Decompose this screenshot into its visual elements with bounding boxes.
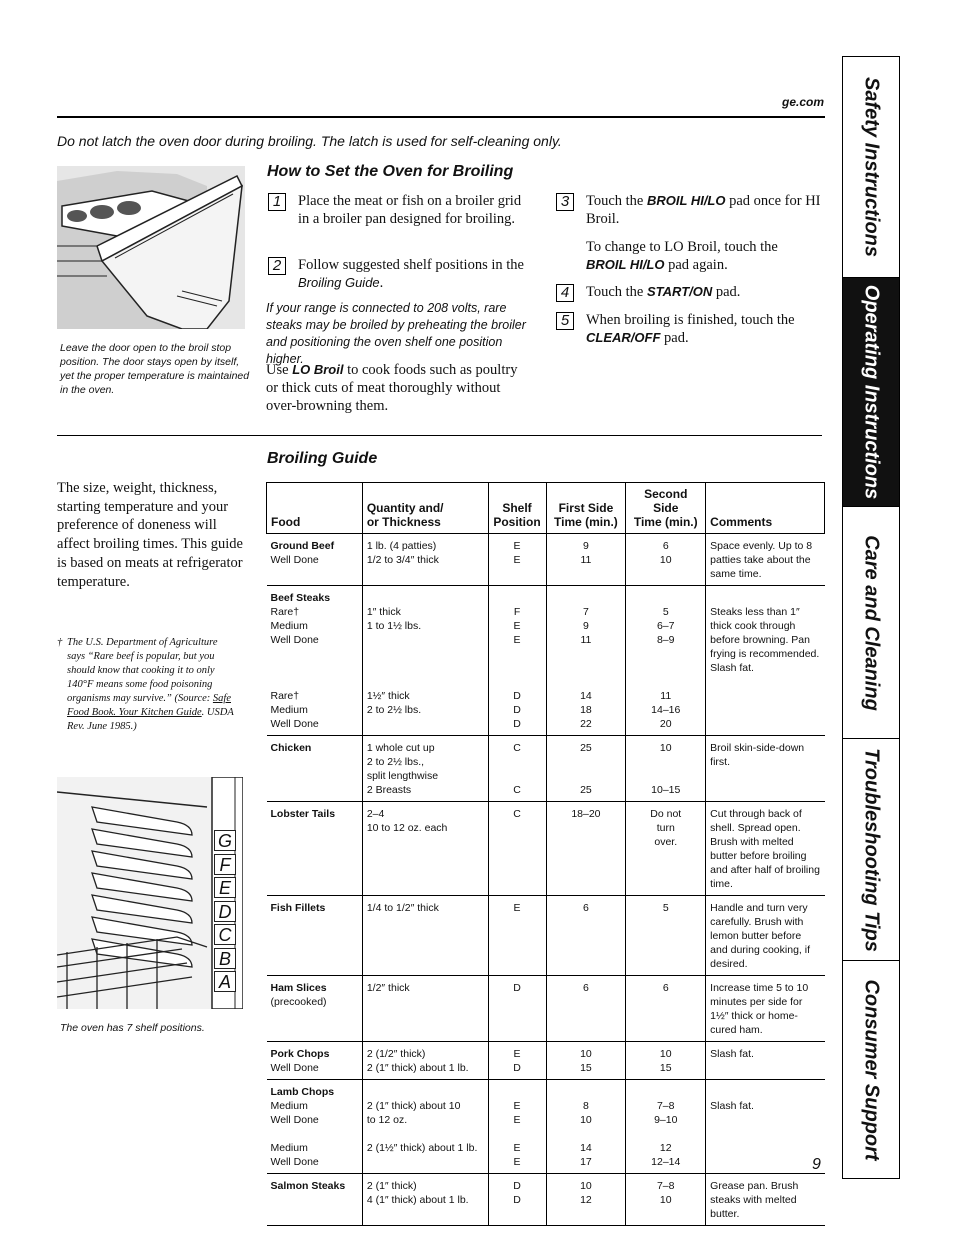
step-5	[556, 311, 821, 347]
step-3-followup: To change to LO Broil, touch the BROIL HI/LO pad again.	[586, 239, 778, 273]
food-name: Pork Chops	[270, 1048, 330, 1060]
usda-source-link[interactable]: Safe Food Book. Your Kitchen Guide	[67, 693, 231, 718]
first-side-cell: 8 10 14 17	[546, 1080, 626, 1174]
header-quantity: Quantity and/ or Thickness	[362, 483, 488, 534]
first-side-cell: 25 25	[546, 736, 626, 802]
food-name: Lamb Chops	[270, 1086, 335, 1098]
quantity-cell: 1″ thick 1 to 1½ lbs. 1½″ thick 2 to 2½ lbs.	[362, 586, 488, 736]
shelf-label-d: D	[214, 901, 236, 922]
broiling-guide-title: Broiling Guide	[267, 450, 378, 467]
table-row	[267, 586, 825, 736]
food-name: Ham Slices	[270, 982, 327, 994]
step-text: Follow suggested shelf positions in the Broiling Guide.	[298, 257, 524, 291]
shelf-cell: E E	[488, 534, 546, 586]
step-text: Touch the START/ON pad.	[586, 284, 741, 300]
quantity-cell: 1 whole cut up 2 to 2½ lbs., split lengthwise 2 Breasts	[362, 736, 488, 802]
shelf-cell: E E E E	[488, 1080, 546, 1174]
lo-broil-text: Use LO Broil to cook foods such as poultry or thick cuts of meat thoroughly without over-browning them.	[266, 362, 518, 414]
first-side-cell: 6	[546, 976, 626, 1042]
quantity-cell: 2 (1″ thick) about 10 to 12 oz. 2 (1½″ thick) about 1 lb.	[362, 1080, 488, 1174]
first-side-cell: 7 9 11 14 18 22	[546, 586, 626, 736]
step-3	[556, 192, 821, 228]
step-2	[268, 256, 533, 292]
tab-label: Operating Instructions	[860, 284, 883, 500]
quantity-cell: 2 (1/2″ thick) 2 (1″ thick) about 1 lb.	[362, 1042, 488, 1080]
quantity-cell: 2–4 10 to 12 oz. each	[362, 802, 488, 896]
comments-cell: Slash fat.	[706, 1042, 825, 1080]
second-side-cell: 6 10	[626, 534, 706, 586]
table-row	[267, 736, 825, 802]
food-cell	[267, 896, 363, 976]
top-rule	[57, 116, 825, 118]
step-text: When broiling is finished, touch the CLEAR/OFF pad.	[586, 312, 795, 346]
tab-label: Care and Cleaning	[860, 534, 883, 711]
food-cell	[267, 586, 363, 736]
second-side-cell: 7–8 9–10 12 12–14	[626, 1080, 706, 1174]
quantity-cell: 1 lb. (4 patties) 1/2 to 3/4″ thick	[362, 534, 488, 586]
tab-label: Safety Instructions	[860, 76, 883, 258]
shelf-cell: C	[488, 802, 546, 896]
step-4	[556, 283, 821, 302]
section-divider	[57, 435, 822, 436]
guide-intro: The size, weight, thickness, starting temperature and your preference of doneness will affect broiling times. This guide is based on meats at refrigerator temperature.	[57, 480, 243, 590]
section-tabs	[842, 56, 900, 1179]
quantity-cell: 2 (1″ thick) 4 (1″ thick) about 1 lb.	[362, 1174, 488, 1226]
shelf-label-e: E	[214, 877, 236, 898]
step-number: 2	[268, 257, 286, 275]
tab-troubleshooting-tips[interactable]	[843, 739, 899, 961]
tab-label: Consumer Support	[860, 978, 883, 1161]
shelf-cell: D	[488, 976, 546, 1042]
first-side-cell: 18–20	[546, 802, 626, 896]
first-side-cell: 10 15	[546, 1042, 626, 1080]
food-doneness: Well Done	[270, 1062, 319, 1074]
food-doneness: Rare† Medium Well Done Rare† Medium Well Done	[270, 606, 319, 730]
usda-footnote	[57, 636, 237, 734]
food-name: Salmon Steaks	[270, 1180, 346, 1192]
tab-consumer-support[interactable]	[843, 961, 899, 1178]
first-side-cell: 6	[546, 896, 626, 976]
table-row	[267, 976, 825, 1042]
second-side-cell: 10 15	[626, 1042, 706, 1080]
food-name: Ground Beef	[270, 540, 335, 552]
shelf-label-a: A	[214, 971, 236, 992]
header-first-side: First Side Time (min.)	[546, 483, 626, 534]
first-side-cell: 10 12	[546, 1174, 626, 1226]
footnote-mark: †	[57, 637, 63, 648]
step-number: 4	[556, 284, 574, 302]
tab-safety-instructions[interactable]	[843, 57, 899, 278]
step-text: Place the meat or fish on a broiler grid in a broiler pan designed for broiling.	[298, 193, 522, 227]
comments-cell: Space evenly. Up to 8 patties take about the same time.	[706, 534, 825, 586]
step-text: Touch the BROIL HI/LO pad once for HI Broil.	[586, 193, 821, 227]
header-second-side: Second Side Time (min.)	[626, 483, 706, 534]
table-row	[267, 896, 825, 976]
second-side-cell: 7–8 10	[626, 1174, 706, 1226]
food-name: Lobster Tails	[270, 808, 336, 820]
shelf-cell: E D	[488, 1042, 546, 1080]
tab-care-and-cleaning[interactable]	[843, 507, 899, 739]
quantity-cell: 1/4 to 1/2″ thick	[362, 896, 488, 976]
voltage-note: If your range is connected to 208 volts, rare steaks may be broiled by preheating the broiler and positioning the oven shelf one position higher.	[266, 301, 526, 366]
how-to-title: How to Set the Oven for Broiling	[267, 163, 514, 180]
quantity-cell: 1/2″ thick	[362, 976, 488, 1042]
food-doneness: Well Done	[270, 554, 319, 566]
second-side-cell: 5 6–7 8–9 11 14–16 20	[626, 586, 706, 736]
header-shelf: Shelf Position	[488, 483, 546, 534]
site-url: ge.com	[781, 95, 824, 109]
shelf-label-b: B	[214, 948, 236, 969]
header-comments: Comments	[706, 483, 825, 534]
second-side-cell: 5	[626, 896, 706, 976]
step-number: 1	[268, 193, 286, 211]
comments-cell: Grease pan. Brush steaks with melted butter.	[706, 1174, 825, 1226]
shelf-cell: D D	[488, 1174, 546, 1226]
table-row	[267, 1042, 825, 1080]
second-side-cell: 6	[626, 976, 706, 1042]
comments-cell: Slash fat.	[706, 1080, 825, 1174]
comments-cell: Cut through back of shell. Spread open. Brush with melted butter before broiling and after half of broiling time.	[706, 802, 825, 896]
first-side-cell: 9 11	[546, 534, 626, 586]
food-doneness: (precooked)	[270, 996, 327, 1008]
table-row	[267, 534, 825, 586]
comments-cell: Broil skin-side-down first.	[706, 736, 825, 802]
comments-cell: Steaks less than 1″ thick cook through before browning. Pan frying is recommended. Slash fat.	[706, 586, 825, 736]
step-number: 3	[556, 193, 574, 211]
page-number: 9	[812, 1156, 821, 1173]
shelf-cell: C C	[488, 736, 546, 802]
food-cell	[267, 976, 363, 1042]
step-number: 5	[556, 312, 574, 330]
food-cell	[267, 802, 363, 896]
shelf-label-f: F	[214, 854, 236, 875]
food-name: Chicken	[270, 742, 312, 754]
table-row	[267, 1174, 825, 1226]
door-caption: Leave the door open to the broil stop position. The door stays open by itself, yet the proper temperature is maintained in the oven.	[60, 342, 250, 396]
food-doneness: Medium Well Done Medium Well Done	[270, 1100, 319, 1168]
footnote-text: The U.S. Department of Agriculture says “Rare beef is popular, but you should know that cooking it to only 140°F means some food poisoning organisms may survive.” (Source: Safe Food Book. Your Kitchen Guide. USDA Rev. June 1985.)	[67, 637, 234, 732]
shelf-cell: E	[488, 896, 546, 976]
food-name: Fish Fillets	[270, 902, 326, 914]
shelf-label-c: C	[214, 924, 236, 945]
shelf-label-g: G	[214, 830, 236, 851]
oven-door-illustration	[57, 166, 245, 329]
tab-label: Troubleshooting Tips	[860, 747, 883, 952]
food-cell	[267, 534, 363, 586]
second-side-cell: 10 10–15	[626, 736, 706, 802]
food-cell	[267, 1042, 363, 1080]
food-name: Beef Steaks	[270, 592, 331, 604]
comments-cell: Handle and turn very carefully. Brush with lemon butter before and during cooking, if desired.	[706, 896, 825, 976]
shelf-cell: F E E D D D	[488, 586, 546, 736]
food-cell	[267, 736, 363, 802]
table-row	[267, 802, 825, 896]
table-row	[267, 1080, 825, 1174]
shelf-position-labels	[214, 830, 236, 992]
header-food: Food	[267, 483, 363, 534]
comments-cell: Increase time 5 to 10 minutes per side for 1½″ thick or home-cured ham.	[706, 976, 825, 1042]
broil-warning: Do not latch the oven door during broiling. The latch is used for self-cleaning only.	[57, 133, 562, 149]
step-1	[268, 192, 533, 228]
second-side-cell: Do not turn over.	[626, 802, 706, 896]
tab-operating-instructions[interactable]	[843, 278, 899, 507]
shelf-caption: The oven has 7 shelf positions.	[60, 1022, 205, 1034]
food-cell	[267, 1080, 363, 1174]
table-header-row	[267, 483, 825, 534]
food-cell	[267, 1174, 363, 1226]
broiling-guide-table	[266, 482, 825, 1226]
